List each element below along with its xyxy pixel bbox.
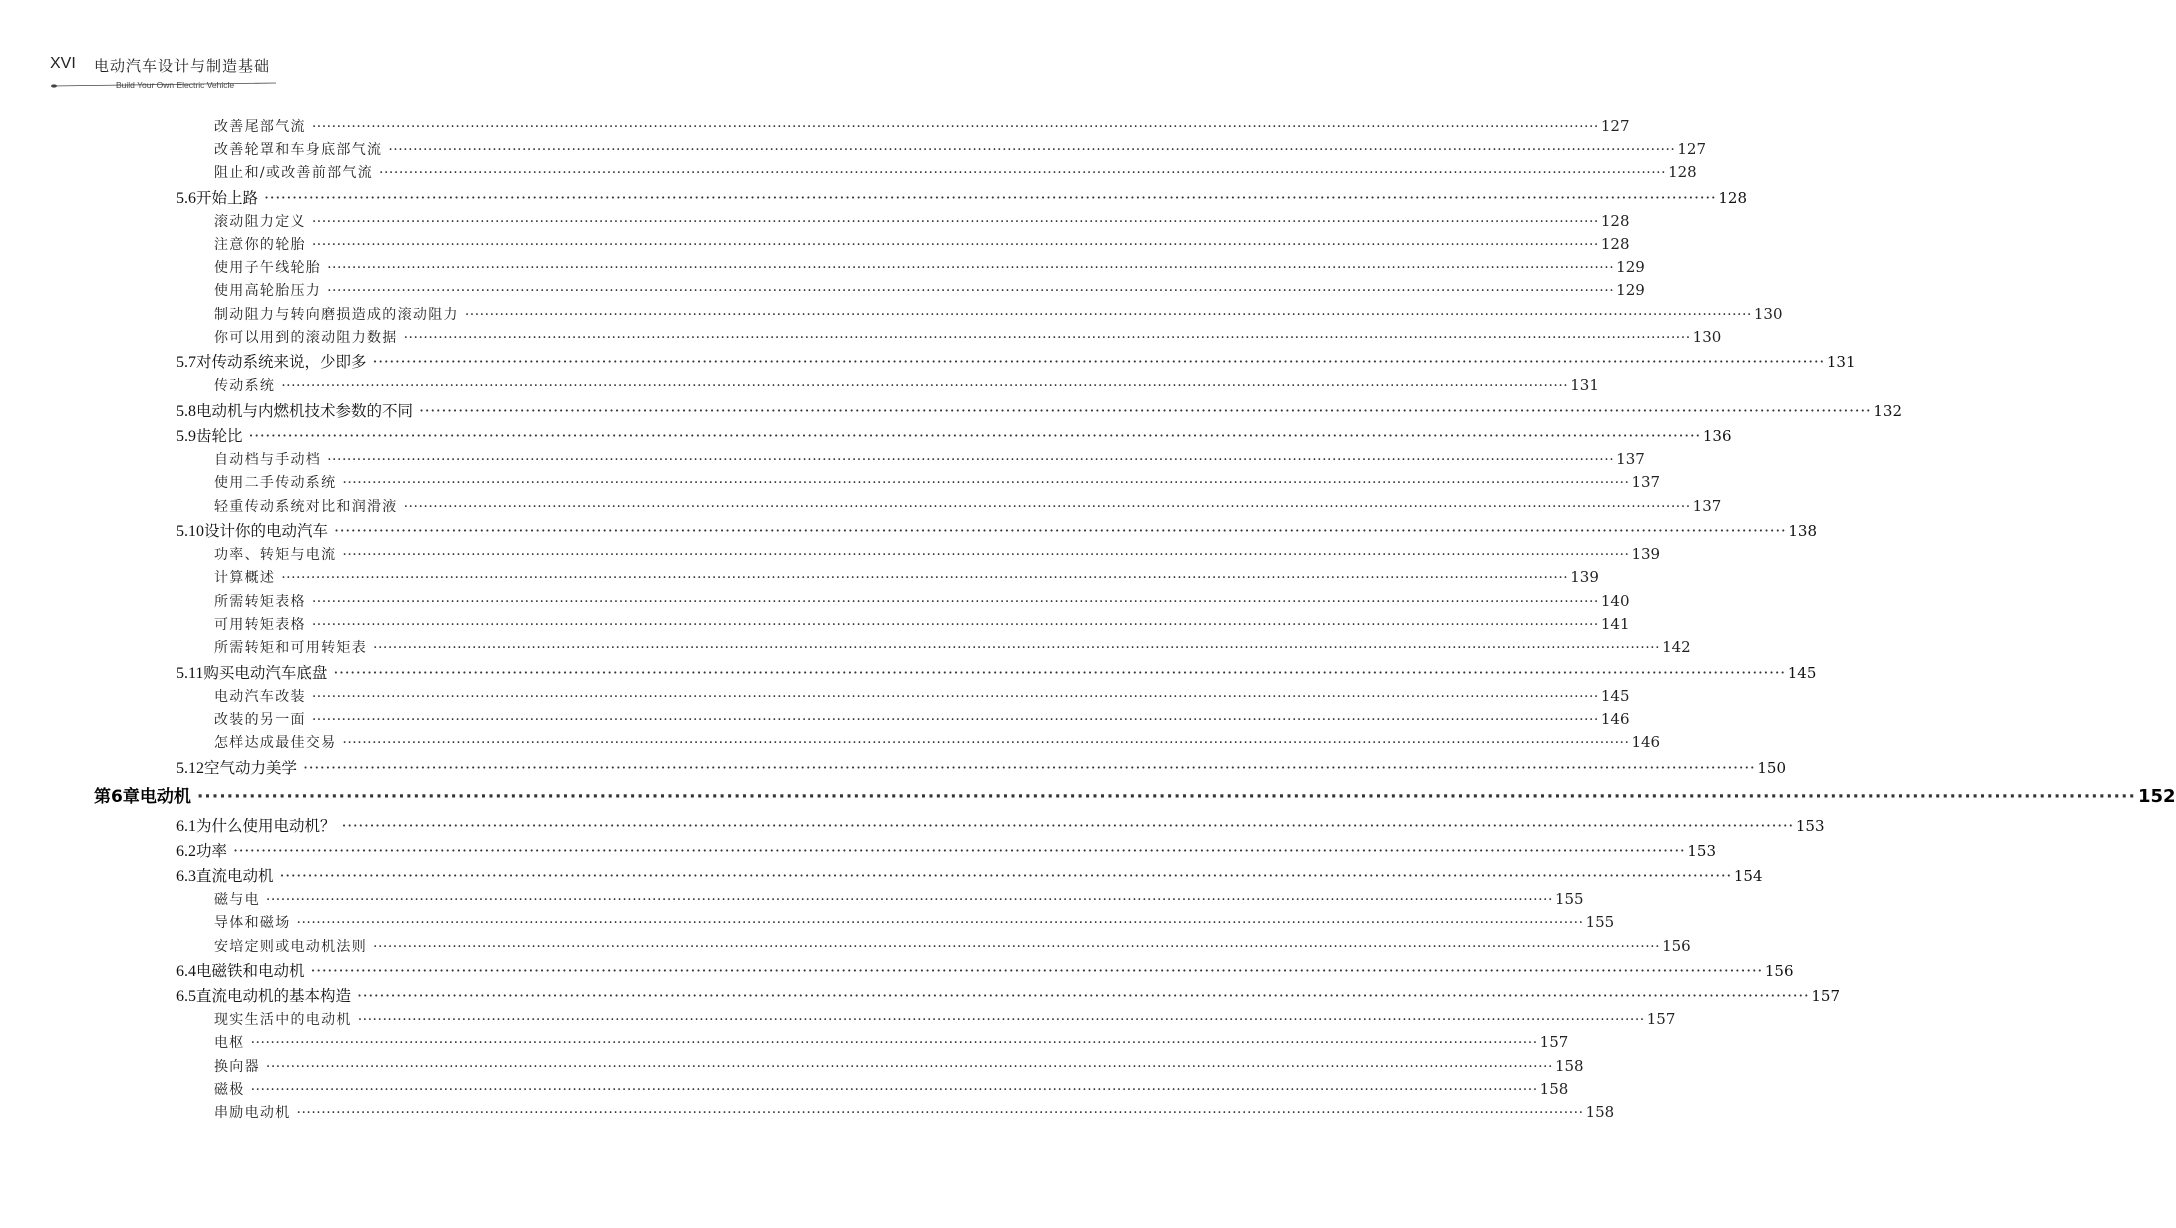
toc-entry-title: 你可以用到的滚动阻力数据 [214, 330, 398, 346]
toc-entry-title: 计算概述 [214, 570, 276, 586]
toc-chapter-entry [94, 782, 2176, 807]
toc-section-entry [176, 959, 1794, 981]
toc-page-number: 130 [1753, 305, 1783, 323]
toc-entry-number: 6.3 [176, 868, 196, 885]
toc-section-entry [176, 839, 1716, 861]
dot-leader: ···································································································································································································································································· [264, 188, 1717, 207]
dot-leader: ···································································································································································································································································· [250, 1082, 1538, 1098]
dot-leader: ···································································································································································································································································· [279, 866, 1732, 885]
toc-section-entry [176, 399, 1902, 421]
dot-leader: ···································································································································································································································································· [248, 426, 1701, 445]
dot-leader: ···································································································································································································································································· [373, 939, 1661, 955]
toc-entry-number: 6.5 [176, 988, 196, 1005]
dot-leader: ···································································································································································································································································· [334, 521, 1787, 540]
page-number-roman: XVI [50, 55, 76, 72]
toc-subsection-entry [214, 496, 1722, 518]
toc-entry-title: 安培定则或电动机法则 [214, 939, 367, 955]
toc-entry-title: 改善尾部气流 [214, 119, 306, 135]
toc-entry-number: 6.1 [176, 818, 196, 835]
toc-subsection-entry [214, 280, 1645, 302]
toc-section-entry [176, 424, 1732, 446]
toc-subsection-entry [214, 912, 1615, 934]
toc-page-number: 155 [1585, 913, 1615, 931]
toc-page-number: 153 [1687, 842, 1716, 860]
toc-page-number: 145 [1600, 687, 1630, 705]
toc-page-number: 153 [1795, 817, 1825, 835]
toc-subsection-entry [214, 936, 1691, 958]
toc-page-number: 157 [1811, 987, 1840, 1005]
toc-entry-number: 5.9 [176, 428, 196, 445]
toc-section-entry [176, 519, 1817, 541]
toc-page-number: 141 [1600, 615, 1630, 633]
toc-entry-title: 使用子午线轮胎 [214, 260, 322, 276]
toc-subsection-entry [214, 472, 1661, 494]
dot-leader: ···································································································································································································································································· [311, 617, 1599, 633]
dot-leader: ···································································································································································································································································· [311, 237, 1599, 253]
toc-subsection-entry [214, 709, 1630, 731]
toc-page-number: 146 [1631, 733, 1661, 751]
running-header-title: 电动汽车设计与制造基础 [94, 57, 271, 75]
toc-page-number: 128 [1668, 163, 1697, 181]
dot-leader: ···································································································································································································································································· [342, 475, 1630, 491]
toc-page-number: 142 [1662, 638, 1691, 656]
toc-entry-title: 改装的另一面 [214, 712, 306, 728]
toc-entry-title: 设计你的电动汽车 [204, 522, 329, 540]
toc-subsection-entry [214, 211, 1630, 233]
toc-entry-title: 磁与电 [214, 892, 260, 908]
toc-page-number: 152 [2137, 786, 2176, 807]
toc-entry-title: 导体和磁场 [214, 915, 291, 931]
toc-entry-title: 直流电动机的基本构造 [196, 987, 352, 1005]
toc-page-number: 156 [1764, 962, 1794, 980]
toc-entry-title: 电磁铁和电动机 [196, 962, 305, 980]
dot-leader: ···································································································································································································································································· [311, 594, 1599, 610]
toc-page-number: 158 [1554, 1057, 1584, 1075]
dot-leader: ···································································································································································································································································· [311, 689, 1599, 705]
toc-page-number: 129 [1616, 258, 1645, 276]
dot-leader: ···································································································································································································································································· [310, 961, 1763, 980]
toc-entry-title: 所需转矩和可用转矩表 [214, 640, 367, 656]
toc-entry-title: 齿轮比 [196, 427, 243, 445]
dot-leader: ···································································································································································································································································· [341, 816, 1794, 835]
toc-page-number: 138 [1788, 522, 1817, 540]
toc-entry-title: 电动机 [139, 787, 191, 807]
toc-entry-title: 串励电动机 [214, 1105, 291, 1121]
dot-leader: ···································································································································································································································································· [373, 640, 1661, 656]
dot-leader: ···································································································································································································································································· [327, 283, 1615, 299]
toc-page-number: 132 [1873, 402, 1902, 420]
toc-entry-number: 5.12 [176, 760, 204, 777]
toc-entry-number: 5.11 [176, 665, 204, 682]
toc-entry-title: 功率 [196, 842, 228, 860]
toc-entry-title: 电动机与内燃机技术参数的不同 [196, 402, 414, 420]
toc-subsection-entry [214, 1056, 1584, 1078]
toc-subsection-entry [214, 544, 1661, 566]
toc-page-number: 129 [1616, 281, 1645, 299]
toc-subsection-entry [214, 686, 1630, 708]
toc-page-number: 158 [1539, 1080, 1569, 1098]
toc-section-entry [176, 864, 1763, 886]
toc-page-number: 128 [1600, 235, 1630, 253]
dot-leader: ···································································································································································································································································· [342, 735, 1630, 751]
toc-page-number: 128 [1600, 212, 1630, 230]
toc-page-number: 157 [1646, 1010, 1676, 1028]
toc-entry-number: 5.6 [176, 190, 196, 207]
toc-page-number: 131 [1570, 376, 1599, 394]
toc-page-number: 131 [1826, 353, 1856, 371]
toc-subsection-entry [214, 327, 1722, 349]
dot-leader: ···································································································································································································································································· [327, 452, 1615, 468]
dot-leader: ···································································································································································································································································· [265, 892, 1553, 908]
toc-subsection-entry [214, 449, 1645, 471]
toc-entry-number: 5.10 [176, 523, 204, 540]
toc-section-entry [176, 186, 1747, 208]
dot-leader: ···································································································································································································································································· [403, 499, 1691, 515]
toc-page-number: 139 [1631, 545, 1661, 563]
dot-leader: ···································································································································································································································································· [281, 570, 1569, 586]
toc-section-entry [176, 814, 1825, 836]
toc-entry-number: 6.2 [176, 843, 196, 860]
toc-page-number: 155 [1554, 890, 1584, 908]
toc-page-number: 130 [1692, 328, 1722, 346]
dot-leader: ···································································································································································································································································· [296, 1105, 1584, 1121]
toc-entry-title: 阻止和/或改善前部气流 [214, 165, 374, 181]
dot-leader: ···································································································································································································································································· [379, 165, 1667, 181]
dot-leader: ···································································································································································································································································· [196, 787, 2136, 807]
dot-leader: ···································································································································································································································································· [342, 547, 1630, 563]
toc-entry-number: 5.8 [176, 403, 196, 420]
dot-leader: ···································································································································································································································································· [357, 986, 1810, 1005]
toc-page-number: 127 [1677, 140, 1707, 158]
toc-page-number: 150 [1757, 759, 1786, 777]
dot-leader: ···································································································································································································································································· [311, 214, 1599, 230]
toc-entry-title: 现实生活中的电动机 [214, 1012, 352, 1028]
dot-leader: ···································································································································································································································································· [233, 841, 1686, 860]
toc-page-number: 139 [1570, 568, 1599, 586]
toc-subsection-entry [214, 614, 1630, 636]
toc-entry-title: 传动系统 [214, 378, 276, 394]
toc-entry-number: 5.7 [176, 354, 196, 371]
toc-page-number: 137 [1692, 497, 1722, 515]
toc-page-number: 157 [1539, 1033, 1569, 1051]
toc-section-entry [176, 756, 1786, 778]
toc-page-number: 158 [1585, 1103, 1615, 1121]
toc-page-number: 154 [1733, 867, 1763, 885]
toc-entry-title: 怎样达成最佳交易 [214, 735, 337, 751]
toc-entry-title: 直流电动机 [196, 867, 274, 885]
toc-section-entry [176, 984, 1840, 1006]
toc-entry-title: 制动阻力与转向磨损造成的滚动阻力 [214, 307, 459, 323]
toc-section-entry [176, 661, 1817, 683]
toc-subsection-entry [214, 116, 1630, 138]
dot-leader: ···································································································································································································································································· [250, 1035, 1538, 1051]
dot-leader: ···································································································································································································································································· [265, 1059, 1553, 1075]
toc-page-number: 140 [1600, 592, 1630, 610]
toc-entry-title: 对传动系统来说，少即多 [196, 353, 367, 371]
dot-leader: ···································································································································································································································································· [372, 352, 1825, 371]
toc-page-number: 128 [1718, 189, 1747, 207]
toc-page-number: 145 [1787, 664, 1817, 682]
toc-subsection-entry [214, 637, 1691, 659]
toc-entry-title: 改善轮罩和车身底部气流 [214, 142, 383, 158]
toc-subsection-entry [214, 234, 1630, 256]
toc-entry-title: 可用转矩表格 [214, 617, 306, 633]
dot-leader: ···································································································································································································································································· [311, 119, 1599, 135]
toc-entry-title: 换向器 [214, 1059, 260, 1075]
toc-subsection-entry [214, 304, 1783, 326]
toc-entry-title: 注意你的轮胎 [214, 237, 306, 253]
dot-leader: ···································································································································································································································································· [388, 142, 1676, 158]
running-header-subtitle: Build Your Own Electric Vehicle [116, 80, 235, 90]
toc-subsection-entry [214, 732, 1661, 754]
dot-leader: ···································································································································································································································································· [327, 260, 1615, 276]
toc-page-number: 127 [1600, 117, 1630, 135]
toc-page-number: 136 [1702, 427, 1732, 445]
toc-subsection-entry [214, 257, 1645, 279]
toc-subsection-entry [214, 1079, 1569, 1101]
toc-entry-title: 功率、转矩与电流 [214, 547, 337, 563]
toc-entry-title: 空气动力美学 [204, 759, 298, 777]
dot-leader: ···································································································································································································································································· [296, 915, 1584, 931]
toc-subsection-entry [214, 375, 1599, 397]
toc-entry-title: 滚动阻力定义 [214, 214, 306, 230]
toc-subsection-entry [214, 889, 1584, 911]
dot-leader: ···································································································································································································································································· [303, 758, 1756, 777]
dot-leader: ···································································································································································································································································· [311, 712, 1599, 728]
toc-subsection-entry [214, 1102, 1615, 1124]
toc-page-number: 137 [1631, 473, 1661, 491]
dot-leader: ···································································································································································································································································· [403, 330, 1691, 346]
dot-leader: ···································································································································································································································································· [281, 378, 1569, 394]
toc-entry-title: 购买电动汽车底盘 [203, 664, 328, 682]
toc-entry-title: 开始上路 [196, 189, 259, 207]
toc-entry-title: 使用高轮胎压力 [214, 283, 322, 299]
dot-leader: ···································································································································································································································································· [419, 401, 1872, 420]
toc-entry-title: 磁极 [214, 1082, 245, 1098]
toc-subsection-entry [214, 1032, 1569, 1054]
toc-page-number: 137 [1616, 450, 1645, 468]
toc-entry-title: 为什么使用电动机？ [196, 817, 336, 835]
toc-entry-title: 电枢 [214, 1035, 245, 1051]
toc-subsection-entry [214, 591, 1630, 613]
toc-subsection-entry [214, 162, 1697, 184]
toc-entry-title: 所需转矩表格 [214, 594, 306, 610]
toc-section-entry [176, 350, 1856, 372]
toc-entry-title: 自动档与手动档 [214, 452, 322, 468]
toc-subsection-entry [214, 567, 1599, 589]
toc-page-number: 156 [1662, 937, 1691, 955]
toc-entry-number: 第6章 [94, 787, 140, 807]
toc-entry-title: 轻重传动系统对比和润滑液 [214, 499, 398, 515]
toc-entry-title: 电动汽车改装 [214, 689, 306, 705]
toc-entry-number: 6.4 [176, 963, 196, 980]
toc-subsection-entry [214, 1009, 1676, 1031]
dot-leader: ···································································································································································································································································· [333, 663, 1786, 682]
dot-leader: ···································································································································································································································································· [357, 1012, 1645, 1028]
toc-page-number: 146 [1600, 710, 1630, 728]
toc-entry-title: 使用二手传动系统 [214, 475, 337, 491]
toc-subsection-entry [214, 139, 1707, 161]
dot-leader: ···································································································································································································································································· [464, 307, 1752, 323]
